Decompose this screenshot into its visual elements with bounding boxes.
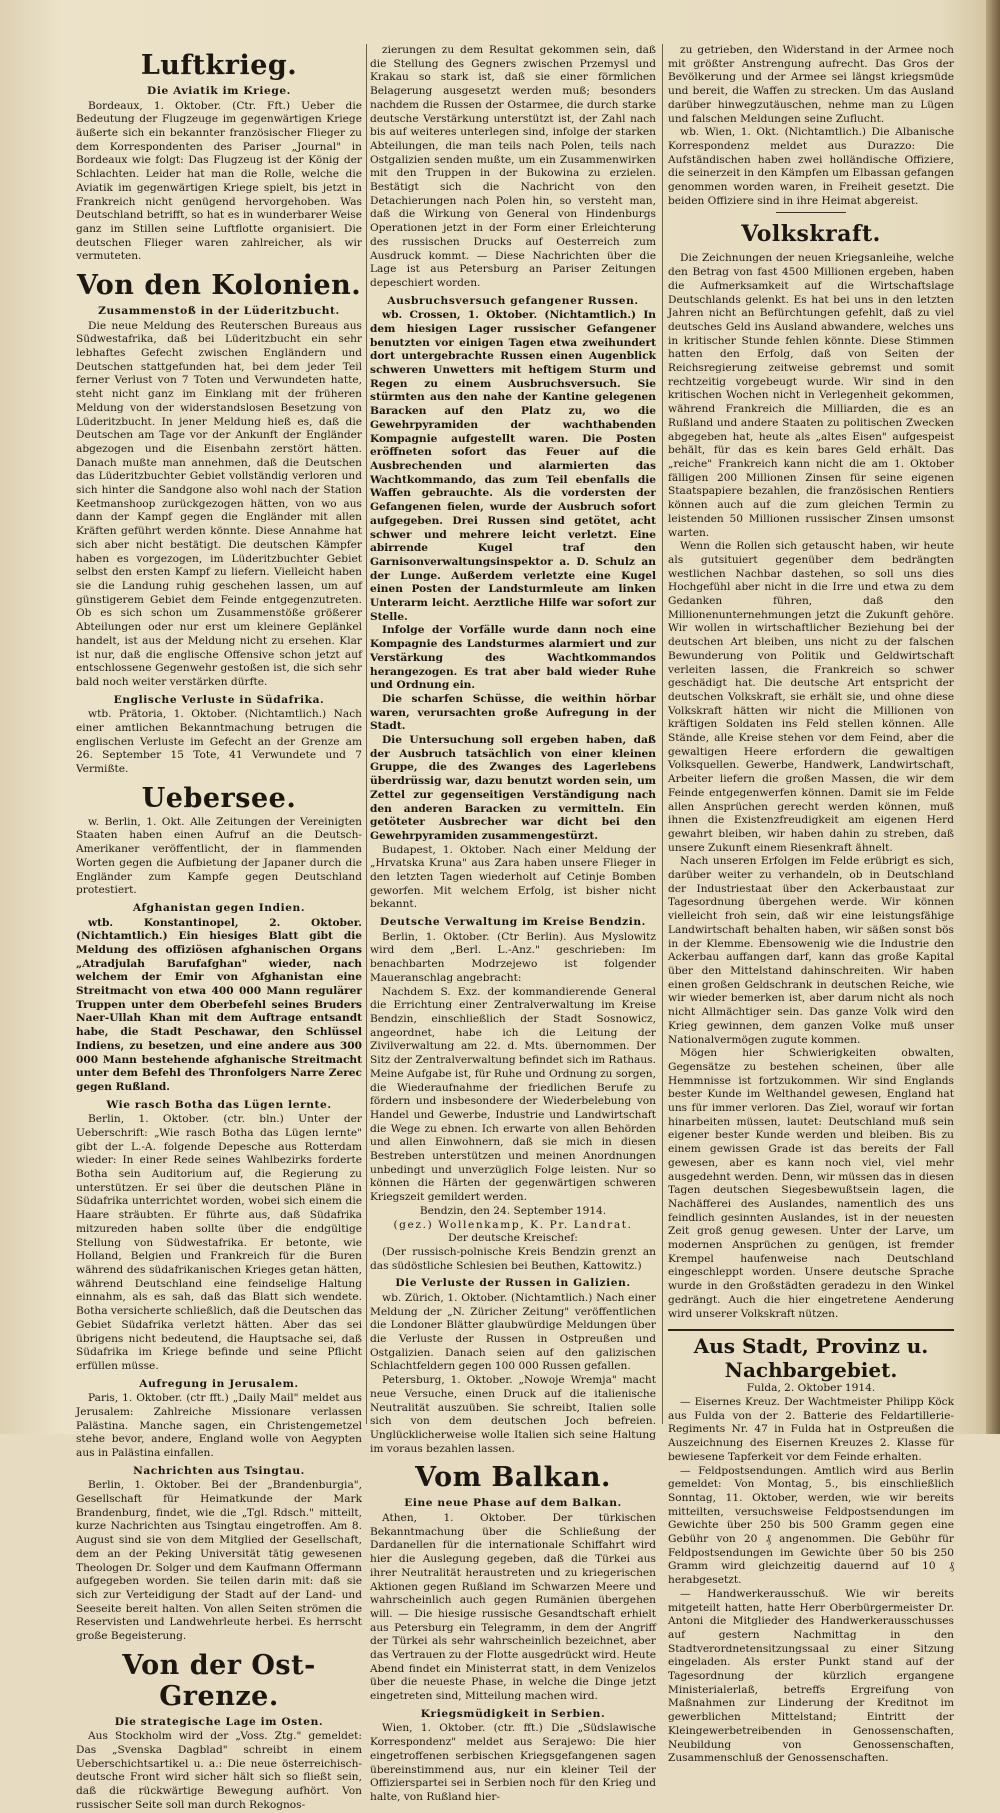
- article-paragraph: zu getrieben, den Widerstand in der Armee noch mit größter Anstrengung aufrecht. Das Gros der Bevölkerung und der Armee sei längst kriegsmüde und bereit, die Waffen zu strecken. Um das Ausland darüber hinwegzutäuschen, nehme man zu Lügen und falschen Meldungen seine Zuflucht.: [668, 44, 954, 125]
- subheading: Aufregung in Jerusalem.: [139, 1377, 299, 1390]
- divider: [776, 212, 846, 213]
- column-divider: [366, 44, 367, 1424]
- column-right: [668, 44, 954, 1765]
- article-paragraph: — Feldpostsendungen. Amtlich wird aus Berlin gemeldet: Von Montag, 5., bis einschließlich Sonntag, 11. Oktober, werden, wie wir bereits mitteilten, versuchsweise Feldpostsendungen im Gewichte über 250 bis 500 Gramm gegen eine Gebühr von 20 ₰ angenommen. Die Gebühr für Feldpostsendungen im Gewichte über 50 bis 250 Gramm wird gleichzeitig dauernd auf 10 ₰ herabgesetzt.: [668, 1464, 954, 1587]
- article-paragraph: Petersburg, 1. Oktober. „Nowoje Wremja" macht neue Versuche, einen Druck auf die italienische Neutralität auszuüben. Sie schreibt, Italien solle sich von dem deutschen Joch befreien. Unglücklicherweise wolle Italien sich seine Haltung im voraus bezahlen lassen.: [370, 1374, 656, 1455]
- subheading: Wie rasch Botha das Lügen lernte.: [106, 1098, 332, 1111]
- subheading: Englische Verluste in Südafrika.: [113, 693, 325, 706]
- section-title-stadt-provinz: Aus Stadt, Provinz u. Nachbargebiet.: [668, 1329, 954, 1382]
- article-paragraph: Wien, 1. Oktober. (ctr. fft.) Die „Südslawische Korrespondenz" meldet aus Serajewo: Die hier eingetroffenen serbischen Kriegsgefangenen sagen übereinstimmend aus, nur ein kleiner Teil der Offizierspartei sei in Serbien noch für den Krieg und halte, von Rußland hier-: [370, 1722, 656, 1803]
- section-title-luftkrieg: Luftkrieg.: [140, 50, 298, 81]
- article-paragraph: wtb. Prätoria, 1. Oktober. (Nichtamtlich.) Nach einer amtlichen Bekanntmachung betrugen die englischen Verluste im Gefecht an der Grenze am 26. September 15 Tote, 41 Verwundete und 7 Vermißte.: [76, 708, 362, 776]
- column-left: [76, 44, 363, 1811]
- article-paragraph: — Handwerkerausschuß. Wie wir bereits mitgeteilt hatten, hatte Herr Oberbürgermeister Dr. Antoni die Mitglieder des Handwerkerausschusses auf gestern Nachmittag in den Stadtverordnetensitzungssaal zu einer Sitzung eingeladen. Als erster Punkt stand auf der Tagesordnung der kürzlich ergangene Ministerialerlaß, betreffs Ergreifung von Maßnahmen zur Linderung der Kreditnot im gewerblichen Mittelstand; Eintritt der Kleingewerbetreibenden in Genossenschaften, Neubildung von Genossenschaften, Zusammenschluß der Genossenschaften.: [668, 1587, 954, 1765]
- subheading: Die strategische Lage im Osten.: [114, 1715, 324, 1728]
- article-paragraph: Nach unseren Erfolgen im Felde erübrigt es sich, darüber weiter zu verhandeln, ob in Deutschland der Industriestaat über den Ackerbaustaat zur Tagesordnung übergehen werde. Wir können vielleicht froh sein, daß wir eine leistungsfähige Landwirtschaft behalten haben, wir säßen sonst bös in der Klemme. Ebensowenig wie die Industrie den Ackerbau auffangen darf, kann das große Kapital über den Mittelstand dahinschreiten. Wir haben einen großen Geldschrank in deutschen Reiche, wie wir wieder bemerken ist, aber darum nicht als noch nicht Allmächtiger sein. Das ganze Volk wird den Krieg gewinnen, dem ganzen Volke muß unser Nationalvermögen zugute kommen.: [668, 855, 954, 1046]
- subheading: Kriegsmüdigkeit in Serbien.: [420, 1707, 606, 1720]
- article-paragraph: wb. Crossen, 1. Oktober. (Nichtamtlich.) In dem hiesigen Lager russischer Gefangener benutzten vor einigen Tagen etwa zweihundert dort untergebrachte Russen einen Augenblick schweren Unwetters mit heftigem Sturm und Regen zu einem Ausbruchsversuch. Sie stürmten aus den nahe der Kantine gelegenen Baracken auf den Platz zu, wo die Gewehrpyramiden der wachthabenden Kompagnie aufgestellt waren. Die Posten eröffneten sofort das Feuer auf die Ausbrechenden und alarmierten das Wachtkommando, das zum Teil ebenfalls die Waffen gebrauchte. Als die vordersten der Gefangenen fielen, wurde der Ausbruch sofort aufgegeben. Drei Russen sind getötet, acht schwer und mehrere leicht verletzt. Eine abirrende Kugel traf den Garnisonverwaltungsinspektor a. D. Schulz an der Lunge. Außerdem verletzte eine Kugel einen Posten der Landsturmleute am linken Unterarm leicht. Aerztliche Hilfe war sofort zur Stelle.: [370, 309, 656, 623]
- section-title-kolonien: Von den Kolonien.: [76, 270, 362, 302]
- subheading: Deutsche Verwaltung im Kreise Bendzin.: [380, 916, 646, 929]
- subheading: Afghanistan gegen Indien.: [132, 901, 306, 914]
- signature-role: Der deutsche Kreischef:: [448, 1232, 578, 1245]
- article-paragraph: zierungen zu dem Resultat gekommen sein, daß die Stellung des Gegners zwischen Przemysl und Krakau so stark ist, daß sie einer förmlichen Belagerung ausgesetzt werden muß; besonders nachdem die Russen der Ostarmee, die durch starke deutsche Verstärkung unterstützt ist, der Zahl nach bis auf weiteres unterlegen sind, infolge der starken Abteilungen, die man teils nach Polen, teils nach Ostgalizien senden mußte, um ein Zusammenwirken mit den Truppen in der Bukowina zu erzielen. Bestätigt sich die Nachricht von den Detachierungen nach Polen hin, so versteht man, daß die Wirkung von General von Hindenburgs Operationen jetzt in der Form einer Erleichterung des russischen Drucks auf Oesterreich zum Ausdruck kommt. — Diese Nachrichten über die Lage ist aus Petersburg an Pariser Zeitungen depeschiert worden.: [370, 44, 656, 289]
- article-paragraph: Nachdem S. Exz. der kommandierende General die Errichtung einer Zentralverwaltung im Kreise Bendzin, einschließlich der Stadt Sosnowicz, angeordnet, habe ich die Leitung der Zivilverwaltung am 22. d. Mts. übernommen. Der Sitz der Zentralverwaltung befindet sich im Rathaus. Meine Aufgabe ist, für Ruhe und Ordnung zu sorgen, die Wiederaufnahme der friedlichen Berufe zu fördern und insbesondere der Wiederbelebung von Handel und Gewerbe, Industrie und Landwirtschaft die Wege zu ebnen. Ich erwarte von allen Behörden und allen Einwohnern, daß sie mich in diesen Bestreben unterstützen und meinen Anordnungen unbedingt und unverzüglich Folge leisten. Nur so können die Härten der gegenwärtigen schweren Kriegszeit gemildert werden.: [370, 985, 656, 1204]
- article-paragraph: Bordeaux, 1. Oktober. (Ctr. Fft.) Ueber die Bedeutung der Flugzeuge im gegenwärtigen Kriege äußerte sich ein bekannter französischer Flieger zu dem Korrespondenten des Pariser „Journal" in Bordeaux wie folgt: Das Flugzeug ist der König der Schlachten. Leider hat man die Rolle, welche die Aviatik im gegenwärtigen Kriege spielt, bis jetzt in Frankreich nicht genügend hervorgehoben. Was Deutschland betrifft, so hat es in wunderbarer Weise ganz im Stillen seine Luftflotte organisiert. Die deutschen Flieger waren zahlreicher, als wir vermuteten.: [76, 99, 362, 263]
- column-divider: [662, 44, 663, 1424]
- article-paragraph: Athen, 1. Oktober. Der türkischen Bekanntmachung über die Schließung der Dardanellen für die internationale Schiffahrt wird hier die Auslegung gegeben, daß die Türkei aus ihrer Neutralität heraustreten und zu kriegerischen Aktionen gegen Rußland im Schwarzen Meere und wahrscheinlich auch gegen Rumänien übergehen will. — Die hiesige russische Gesandtschaft erhielt aus Petersburg ein Telegramm, in dem der Angriff der Türkei als sehr wahrscheinlich bezeichnet, aber das Vertrauen zu der Flotte ausgedrückt wird. Heute Abend findet ein Ministerrat statt, in dem Venizelos über die neueste Phase, in welche die Dinge jetzt eingetreten sind, Mitteilung machen wird.: [370, 1511, 656, 1703]
- subheading: Die Aviatik im Kriege.: [147, 85, 291, 97]
- article-paragraph: Die Zeichnungen der neuen Kriegsanleihe, welche den Betrag von fast 4500 Millionen ergeben, haben die Aufmerksamkeit auf die Wirtschaftslage Deutschlands gelenkt. Es hat bei uns in den letzten Jahren nicht an Befürchtungen gefehlt, daß zu viel deutsches Geld ins Ausland abwandere, welches uns in kritischer Stunde fehlen könnte. Diese Stimmen hatten den Erfolg, daß von Seiten der Reichsregierung zeitweise gebremst und somit rechtzeitig vorgebeugt wurde. Wir sind in den kritischen Wochen nicht in Verlegenheit gekommen, während Frankreich die Milliarden, die es an Rußland und andere Staaten zu politischen Zwecken abgegeben hat, heute als „altes Eisen" aufgespeist behält, für das es kein bares Geld erhält. Das „reiche" Frankreich kann nicht die am 1. Oktober fälligen 200 Millionen Zinsen für seine eigenen Staatspapiere bezahlen, die französischen Rentiers können auch auf die zum gleichen Termin zu leistenden 50 Millionen russischer Zinsen umsonst warten.: [668, 252, 954, 539]
- article-paragraph: Die scharfen Schüsse, die weithin hörbar waren, verursachten große Aufregung in der Stadt.: [370, 692, 656, 733]
- article-paragraph: Aus Stockholm wird der „Voss. Ztg." gemeldet: Das „Svenska Dagblad" schreibt in einem Ueberschichtsartikel u. a.: Die neue österreichisch-deutsche Front wird sicher hält sich so fließt sein, daß die rückwärtige Bewegung aufhört. Von russischer Seite soll man durch Rekognos-: [76, 1730, 362, 1811]
- subheading: Eine neue Phase auf dem Balkan.: [404, 1497, 622, 1510]
- article-paragraph: wb. Wien, 1. Okt. (Nichtamtlich.) Die Albanische Korrespondenz meldet aus Durazzo: Die Aufständischen haben zwei holländische Offiziere, die seinerzeit in den Kämpfen um Elbassan gefangen genommen worden waren, in Freiheit gesetzt. Die beiden Offiziere sind in ihre Heimat abgereist.: [668, 126, 954, 207]
- article-paragraph: Wenn die Rollen sich getauscht haben, wir heute als gutsituiert gegenüber dem bedrängten westlichen Nachbar dastehen, so soll uns dies Hochgefühl aber nicht in die Irre und etwa zu dem Gedanken führen, daß den Millionenunternehmungen jetzt die Zukunft gehöre. Wir wollen in wirtschaftlicher Beziehung bei der deutschen Art bleiben, uns nicht zu der falschen Bewunderung von Politik und Geldwirtschaft verleiten lassen, die Frankreich so schwer geschädigt hat. Die deutsche Art entspricht der deutschen Volkskraft, sie erhält sie, und ohne diese Volkskraft hätten wir nicht die Millionen von kräftigen Soldaten ins Feld stellen können. Alle Stände, alle Kreise stehen vor dem Feind, aber die gewaltigen Heere erfordern die gewaltigen Volksquellen. Gewerbe, Handwerk, Landwirtschaft, Arbeiter liefern die großen Massen, die wir dem Feinde entgegenwerfen können. Damit sie im Felde allen Ansprüchen gerecht werden können, muß ihnen die Existenzfreudigkeit am eigenen Herd gewahrt bleiben, wir haben dahin zu streben, daß unsere Zukunft einem Riesenkraft ähnelt.: [668, 540, 954, 854]
- article-paragraph: wb. Zürich, 1. Oktober. (Nichtamtlich.) Nach einer Meldung der „N. Züricher Zeitung" veröffentlichen die Londoner Blätter glaubwürdige Meldungen über die Verluste der Russen in Ostpreußen und Ostgalizien. Danach seien auf den galizischen Schlachtfeldern gegen 100 000 Russen gefallen.: [370, 1291, 656, 1373]
- article-paragraph: w. Berlin, 1. Okt. Alle Zeitungen der Vereinigten Staaten haben einen Aufruf an die Deutsch-Amerikaner veröffentlicht, der in flammenden Worten gegen die Aufbietung der Japaner durch die Engländer zum Kampfe gegen Deutschland protestiert.: [76, 815, 362, 897]
- article-paragraph: Paris, 1. Oktober. (ctr fft.) „Daily Mail" meldet aus Jerusalem: Zahlreiche Missionare verlassen Palästina. Manche sagen, ein Christengemetzel stehe bevor, andere, England wolle von Aegypten aus in Palästina einfallen.: [76, 1392, 362, 1460]
- page-edge: [986, 0, 1000, 1434]
- signature: (gez.) Wollenkamp, K. Pr. Landrat.: [393, 1218, 633, 1231]
- article-paragraph: (Der russisch-polnische Kreis Bendzin grenzt an das südöstliche Schlesien bei Beuthen, Kattowitz.): [370, 1245, 656, 1272]
- subheading: Zusammenstoß in der Lüderitzbucht.: [98, 305, 340, 318]
- article-paragraph: wtb. Konstantinopel, 2. Oktober. (Nichtamtlich.) Ein hiesiges Blatt gibt die Meldung des offiziösen afghanischen Organs „Atradjulah Barufafghan" wieder, nach welchem der Emir von Afghanistan eine Streitmacht von etwa 400 000 Mann regulärer Truppen unter dem Oberbefehl seines Bruders Naer-Ullah Khan mit dem Auftrage entsandt habe, die Stadt Peschawar, den Schlüssel Indiens, zu besetzen, und eine andere aus 300 000 Mann bestehende afghanische Streitmacht unter dem Befehl des Thronfolgers Narre Zerec gegen Rußland.: [76, 916, 362, 1093]
- subheading: Ausbruchsversuch gefangener Russen.: [387, 294, 639, 307]
- article-paragraph: — Eisernes Kreuz. Der Wachtmeister Philipp Köck aus Fulda von der 2. Batterie des Feldartillerie-Regiments Nr. 47 in Fulda hat in Ostpreußen die Auszeichnung des Eisernen Kreuzes 2. Klasse für bewiesene Tapferkeit vor dem Feinde erhalten.: [668, 1395, 954, 1463]
- article-paragraph: Infolge der Vorfälle wurde dann noch eine Kompagnie des Landsturmes alarmiert und zur Verstärkung des Wachtkommandos herangezogen. Es trat aber bald wieder Ruhe und Ordnung ein.: [370, 624, 656, 692]
- section-title-balkan: Vom Balkan.: [415, 1462, 611, 1494]
- column-middle: [370, 44, 656, 1803]
- subheading: Die Verluste der Russen in Galizien.: [395, 1277, 631, 1290]
- section-title-uebersee: Uebersee.: [141, 782, 297, 814]
- section-title-ostgrenze: Von der Ost-Grenze.: [122, 1649, 316, 1712]
- dateline: Bendzin, den 24. September 1914.: [419, 1204, 607, 1217]
- dateline: Fulda, 2. Oktober 1914.: [746, 1382, 876, 1395]
- subheading: Nachrichten aus Tsingtau.: [133, 1464, 305, 1477]
- section-title-volkskraft: Volkskraft.: [741, 221, 881, 248]
- article-paragraph: Die Untersuchung soll ergeben haben, daß der Ausbruch tatsächlich von einer kleinen Gruppe, die des Zwanges des Lagerlebens überdrüssig war, dazu benutzt worden sein, um Zettel zur gegenseitigen Verständigung nach den anderen Baracken zu vermitteln. Ein getöteter Ausbrecher war dicht bei den Gewehrpyramiden zusammengestürzt.: [370, 734, 656, 842]
- article-paragraph: Berlin, 1. Oktober. (ctr. bln.) Unter der Ueberschrift: „Wie rasch Botha das Lügen lernte" gibt der L.-A. folgende Depesche aus Rotterdam wieder: In einer Rede seines Wahlbezirks forderte Botha sein Auditorium auf, die Regierung zu unterstützen. Er sei über die deutschen Pläne in Südafrika unterrichtet worden, wobei sich einem die Haare sträubten. Er führte aus, daß Südafrika mitzureden haben sollte über die endgültige Stellung von Südwestafrika. Er betonte, wie Holland, Belgien und Frankreich für die Buren während des südafrikanischen Krieges getan hätten, während Deutschland eine feindselige Haltung einnahm, als es sah, daß das Blatt sich wendete. Botha versicherte schließlich, daß die Deutschen das Gebiet Südafrika verletzt hätten. Aber das sei übrigens nicht bedeutend, die Hauptsache sei, daß Südafrika im Kriege befinde und seine Pflicht erfüllen müsse.: [76, 1113, 363, 1372]
- article-paragraph: Berlin, 1. Oktober. (Ctr Berlin). Aus Myslowitz wird dem „Berl. L.-Anz." geschrieben: Im benachbarten Modrzejewo ist folgender Maueranschlag angebracht:: [370, 930, 656, 984]
- article-paragraph: Berlin, 1. Oktober. Bei der „Brandenburgia", Gesellschaft für Heimatkunde der Mark Brandenburg, findet, wie die „Tgl. Rdsch." mitteilt, kurze Nachrichten aus Tsingtau eingetroffen. Am 8. August sind sie von dem Mitglied der Gesellschaft, dem an der Peking Universität tätig gewesenen Theologen Dr. Solger und dem Kaufmann Offermann aufgegeben worden. Sie teilen darin mit: daß sie sich zur Verteidigung der Stadt auf der Land- und Seeseite bereit halten. Von allen Seiten strömen die Reservisten und Landwehrleute herbei. Es herrscht große Begeisterung.: [76, 1479, 362, 1643]
- article-paragraph: Die neue Meldung des Reuterschen Bureaus aus Südwestafrika, daß bei Lüderitzbucht ein sehr lebhaftes Gefecht zwischen Engländern und Deutschen stattgefunden hat, bei dem jeder Teil ferner Verlust von 7 Toten und Verwundeten hatte, steht nicht ganz im Einklang mit der früheren Meldung von der widerstandslosen Besetzung von Lüderitzbucht. In jener Meldung hieß es, daß die Deutschen am Tage vor der Ankunft der Engländer abgezogen und die Eisenbahn zerstört hätten. Danach mußte man annehmen, daß die Deutschen das Lüderitzbuchter Gebiet vollständig verloren und sich hinter die Sandgone also wohl nach der Station Keetmanshoop zurückgezogen hätten, von wo aus dann der Kampf gegen die Engländer mit allen Kräften geführt werden könnte. Diese Annahme hat sich aber nicht bestätigt. Die deutschen Kämpfer haben es vorgezogen, im Lüderitzbuchter Gebiet selbst den ersten Kampf zu liefern. Vielleicht haben sie die Landung ruhig geschehen lassen, um auf günstigerem Gebiet dem Feinde entgegenzutreten. Ob es sich schon um Zusammenstöße größerer Abteilungen oder nur erst um kleinere Geplänkel handelt, ist aus der Meldung nicht zu ersehen. Klar ist nur, daß die englische Offensive schon jetzt auf entschlossene Gegenwehr gestoßen ist, die sich sehr bald noch weiter verstärken dürfte.: [76, 319, 362, 688]
- article-paragraph: Budapest, 1. Oktober. Nach einer Meldung der „Hrvatska Kruna" aus Zara haben unsere Flieger in den letzten Tagen wiederholt auf Cetinje Bomben geworfen. Mit welchem Erfolg, ist bisher nicht bekannt.: [370, 843, 656, 911]
- article-paragraph: Mögen hier Schwierigkeiten obwalten, Gegensätze zu bestehen scheinen, über alle Hemmnisse ist fortzukommen. Wir sind Englands bester Kunde im Welthandel gewesen, England hat uns für immer verloren. Das Ziel, worauf wir fortan hinarbeiten müssen, lautet: Deutschland muß sein eigener bester Kunde werden und bleiben. Bis zu einem gewissen Grade ist das bereits der Fall gewesen, aber es kann noch viel, viel mehr ausgedehnt werden. Denn, wir müssen das in diesen Tagen deutschen Siegesbewußtsein lagen, die Nachäfferei des Auslandes, namentlich des uns feindlich gesinnten Auslandes, ist in der neuesten Zeit groß genug gewesen. Unter der Larve, um modernen Ansprüchen zu genügen, ist fremder Krempel haufenweise nach Deutschland eingeschleppt worden. Unsere deutsche Sprache wurde in den Großstädten geradezu in den Winkel gedrängt. Auch die hier eingetretene Aenderung wird unserer Volkskraft nützen.: [668, 1047, 954, 1320]
